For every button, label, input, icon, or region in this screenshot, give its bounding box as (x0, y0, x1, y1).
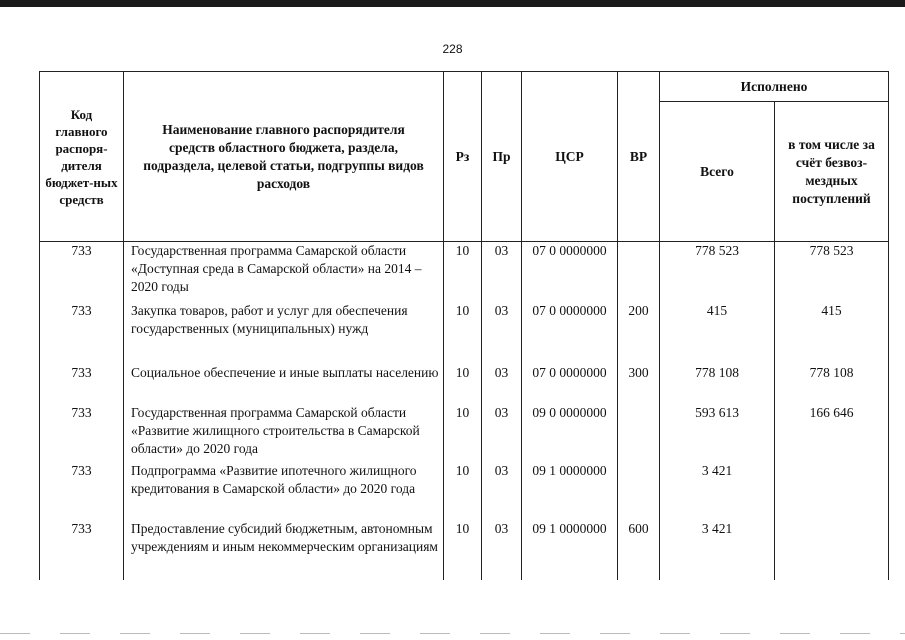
table-row (40, 302, 889, 364)
header-total: Всего (660, 102, 775, 242)
cell-code: 733 (40, 462, 124, 520)
cell-name: Подпрограмма «Развитие ипотечного жилищного кредитования в Самарской области» до 2020 года (124, 462, 444, 520)
table-body (40, 242, 889, 580)
cell-gratuitous: 778 108 (775, 364, 889, 404)
header-code: Код главного распоря-дителя бюджет-ных средств (40, 72, 124, 242)
cell-csr: 07 0 0000000 (522, 242, 618, 302)
cell-gratuitous: 166 646 (775, 404, 889, 462)
header-gratuitous: в том числе за счёт безвоз-мездных поступлений (775, 102, 889, 242)
cell-code: 733 (40, 404, 124, 462)
table-row (40, 364, 889, 404)
scan-bottom-edge (0, 633, 905, 634)
cell-rz: 10 (444, 462, 482, 520)
cell-name: Предоставление субсидий бюджетным, автономным учреждениям и иным некоммерческим организациям (124, 520, 444, 580)
cell-pr: 03 (482, 520, 522, 580)
table-row (40, 242, 889, 302)
cell-vr: 600 (618, 520, 660, 580)
cell-pr: 03 (482, 364, 522, 404)
table-row (40, 404, 889, 462)
cell-rz: 10 (444, 364, 482, 404)
table-header (40, 72, 889, 242)
cell-code: 733 (40, 242, 124, 302)
cell-csr: 09 1 0000000 (522, 462, 618, 520)
cell-pr: 03 (482, 302, 522, 364)
cell-vr: 200 (618, 302, 660, 364)
cell-rz: 10 (444, 520, 482, 580)
cell-csr: 09 0 0000000 (522, 404, 618, 462)
header-pr: Пр (482, 72, 522, 242)
cell-gratuitous (775, 520, 889, 580)
cell-name: Государственная программа Самарской области «Доступная среда в Самарской области» на 2014 – 2020 годы (124, 242, 444, 302)
cell-csr: 07 0 0000000 (522, 364, 618, 404)
cell-vr (618, 404, 660, 462)
cell-vr: 300 (618, 364, 660, 404)
cell-pr: 03 (482, 404, 522, 462)
cell-code: 733 (40, 364, 124, 404)
header-vr: ВР (618, 72, 660, 242)
cell-pr: 03 (482, 242, 522, 302)
cell-total: 415 (660, 302, 775, 364)
header-executed: Исполнено (660, 72, 889, 102)
cell-total: 3 421 (660, 462, 775, 520)
cell-gratuitous: 415 (775, 302, 889, 364)
scan-top-edge (0, 0, 905, 7)
cell-name: Социальное обеспечение и иные выплаты населению (124, 364, 444, 404)
cell-csr: 09 1 0000000 (522, 520, 618, 580)
cell-rz: 10 (444, 242, 482, 302)
cell-total: 593 613 (660, 404, 775, 462)
cell-gratuitous (775, 462, 889, 520)
header-csr: ЦСР (522, 72, 618, 242)
table-row (40, 520, 889, 580)
cell-csr: 07 0 0000000 (522, 302, 618, 364)
table-row (40, 462, 889, 520)
cell-total: 3 421 (660, 520, 775, 580)
header-name: Наименование главного распорядителя средств областного бюджета, раздела, подраздела, целевой статьи, подгруппы видов расходов (124, 72, 444, 242)
budget-table (39, 71, 889, 580)
cell-vr (618, 242, 660, 302)
page-number: 228 (442, 42, 463, 56)
cell-total: 778 523 (660, 242, 775, 302)
header-rz: Рз (444, 72, 482, 242)
cell-rz: 10 (444, 404, 482, 462)
cell-name: Закупка товаров, работ и услуг для обеспечения государственных (муниципальных) нужд (124, 302, 444, 364)
cell-rz: 10 (444, 302, 482, 364)
cell-code: 733 (40, 302, 124, 364)
cell-total: 778 108 (660, 364, 775, 404)
cell-vr (618, 462, 660, 520)
cell-name: Государственная программа Самарской области «Развитие жилищного строительства в Самарской области» до 2020 года (124, 404, 444, 462)
cell-gratuitous: 778 523 (775, 242, 889, 302)
cell-pr: 03 (482, 462, 522, 520)
cell-code: 733 (40, 520, 124, 580)
